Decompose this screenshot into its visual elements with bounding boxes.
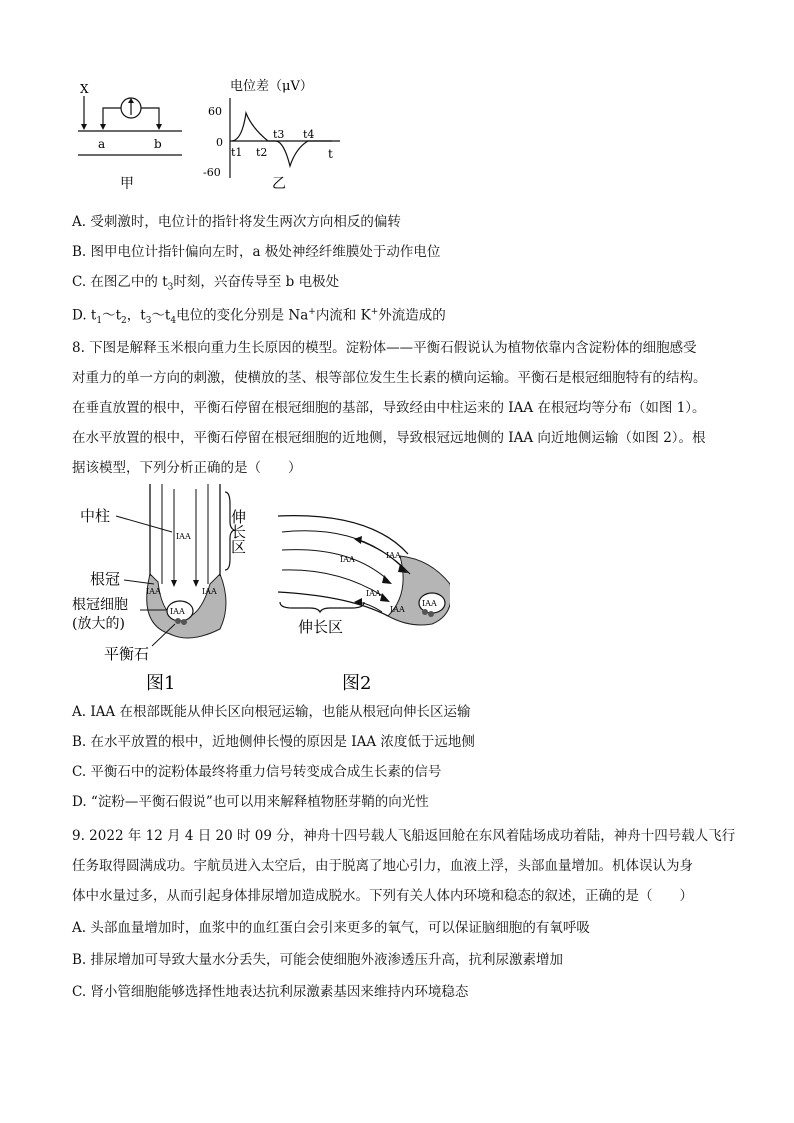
t-axis-label: t bbox=[328, 147, 333, 161]
stimulus-x-label: X bbox=[80, 82, 89, 96]
q9-option-c: C. 肾小管细胞能够选择性地表达抗利尿激素基因来维持内环境稳态 bbox=[72, 984, 469, 1000]
q8-option-b: B. 在水平放置的根中，近地侧伸长慢的原因是 IAA 浓度低于远地侧 bbox=[72, 734, 475, 750]
t2-label: t2 bbox=[256, 146, 268, 159]
fig1-iaa-right: IAA bbox=[202, 587, 217, 596]
statolith-2 bbox=[181, 619, 187, 625]
q7-option-c-pre: C. 在图乙中的 t bbox=[72, 274, 168, 290]
q7-option-b: B. 图甲电位计指针偏向左时，a 极处神经纤维膜处于动作电位 bbox=[72, 244, 441, 260]
q9-stem-line3: 体中水量过多，从而引起身体排尿增加造成脱水。下列有关人体内环境和稳态的叙述，正确的是（ ） bbox=[72, 888, 693, 904]
q7-option-a: A. 受刺激时，电位计的指针将发生两次方向相反的偏转 bbox=[72, 214, 401, 230]
fig2-elongation-brace bbox=[280, 602, 364, 612]
fig2-iaa-1: IAA bbox=[340, 555, 355, 564]
figure-yi-caption: 乙 bbox=[272, 176, 286, 192]
zhongzhu-leader bbox=[116, 516, 172, 532]
fig2-statolith bbox=[422, 609, 428, 615]
figure-jia-caption: 甲 bbox=[120, 176, 134, 192]
q7-d-part7: 外流造成的 bbox=[378, 307, 446, 324]
iaa-down-arrowhead-2 bbox=[193, 580, 199, 587]
electrode-a-wire bbox=[103, 108, 121, 126]
fig1-iaa-cell: IAA bbox=[170, 607, 185, 616]
fig1-label-shenchangqu: 伸长区 bbox=[229, 509, 247, 554]
q7-d-part6: 内流和 K bbox=[315, 307, 371, 324]
fig1-label-cell2: (放大的) bbox=[72, 616, 125, 632]
statolith bbox=[175, 618, 181, 624]
fig2-iaa-cell: IAA bbox=[422, 599, 437, 608]
electrode-b-wire bbox=[141, 108, 159, 126]
y-tick-0: 0 bbox=[216, 136, 223, 149]
fig2-label-shenchangqu: 伸长区 bbox=[298, 618, 344, 636]
q9-option-b: B. 排尿增加可导致大量水分丢失，可能会使细胞外液渗透压升高，抗利尿激素增加 bbox=[72, 952, 564, 968]
q8-option-a: A. IAA 在根部既能从伸长区向根冠运输，也能从根冠向伸长区运输 bbox=[72, 704, 471, 720]
q7-option-c-sub: 3 bbox=[167, 282, 174, 293]
t3-label: t3 bbox=[273, 128, 285, 141]
q8-option-c: C. 平衡石中的淀粉体最终将重力信号转变成合成生长素的信号 bbox=[72, 764, 442, 780]
q7-d-part2: ～t bbox=[102, 307, 122, 324]
figure-jia bbox=[78, 82, 182, 192]
q7-d-sub2: 2 bbox=[121, 316, 127, 327]
q7-d-part4: ～t bbox=[151, 307, 171, 324]
fig1-label-zhongzhu: 中柱 bbox=[80, 507, 111, 525]
fig1-label-genguan: 根冠 bbox=[90, 570, 121, 588]
q8-stem-line2: 对重力的单一方向的刺激，使横放的茎、根等部位发生生长素的横向运输。平衡石是根冠细胞特有的结构。 bbox=[72, 370, 707, 386]
figure-root-gravity bbox=[70, 484, 450, 696]
q7-d-sub4: 4 bbox=[170, 316, 177, 327]
fig1-iaa-left: IAA bbox=[146, 587, 161, 596]
q7-d-sub3: 3 bbox=[145, 316, 152, 327]
figure-jia-yi bbox=[70, 68, 370, 198]
fig2-iaa-4: IAA bbox=[390, 605, 405, 614]
fig2-iaa-2: IAA bbox=[386, 551, 401, 560]
q8-stem-line1: 8. 下图是解释玉米根向重力生长原因的模型。淀粉体——平衡石假说认为植物依靠内含淀粉体的细胞感受 bbox=[72, 340, 697, 356]
q7-d-part1: D. t bbox=[72, 307, 97, 324]
q7-d-sub1: 1 bbox=[96, 316, 103, 327]
y-tick-60: 60 bbox=[208, 105, 222, 118]
q9-option-a: A. 头部血量增加时，血浆中的血红蛋白会引来更多的氧气，可以保证脑细胞的有氧呼吸 bbox=[72, 920, 590, 936]
y-tick-minus60: -60 bbox=[203, 166, 221, 179]
q7-d-sup1: + bbox=[308, 307, 316, 317]
q7-d-part3: ，t bbox=[126, 307, 146, 324]
q9-stem-line2: 任务取得圆满成功。宇航员进入太空后，由于脱离了地心引力，血液上浮，头部血量增加。机体误认为身 bbox=[72, 858, 693, 874]
t4-label: t4 bbox=[303, 128, 315, 141]
electrode-a-label: a bbox=[98, 137, 106, 151]
q7-option-c-post: 时刻，兴奋传导至 b 电极处 bbox=[173, 274, 340, 290]
q7-option-c bbox=[72, 272, 339, 298]
fig2-arrowhead-back bbox=[354, 536, 362, 544]
fig2-arrowhead-3 bbox=[380, 593, 390, 602]
q7-d-sup2: + bbox=[370, 307, 379, 317]
q8-stem-line5: 据该模型，下列分析正确的是（ ） bbox=[72, 460, 302, 476]
q8-option-d: D. “淀粉—平衡石假说”也可以用来解释植物胚芽鞘的向光性 bbox=[72, 794, 429, 810]
q7-d-part5: 电位的变化分别是 Na bbox=[176, 307, 309, 324]
iaa-down-arrowhead-1 bbox=[171, 580, 177, 587]
electrode-a-head bbox=[100, 124, 106, 130]
fig2-iaa-3: IAA bbox=[366, 589, 381, 598]
q8-stem-line3: 在垂直放置的根中，平衡石停留在根冠细胞的基部，导致经由中柱运来的 IAA 在根冠均等分布（如图 1）。 bbox=[72, 400, 706, 416]
t1-label: t1 bbox=[231, 146, 243, 159]
figure-2-horizontal-root bbox=[278, 516, 450, 694]
fig2-caption: 图2 bbox=[342, 673, 372, 694]
q7-option-d bbox=[72, 302, 446, 331]
fig2-statolith-2 bbox=[428, 611, 434, 617]
fig1-label-pinghengshi: 平衡石 bbox=[104, 645, 150, 663]
figure-1-vertical-root bbox=[72, 484, 247, 694]
electrode-b-head bbox=[156, 124, 162, 130]
fig1-label-cell: 根冠细胞 bbox=[72, 597, 128, 613]
q9-stem-line1: 9. 2022 年 12 月 4 日 20 时 09 分，神舟十四号载人飞船返回舱在东风着陆场成功着陆，神舟十四号载人飞行 bbox=[72, 828, 736, 844]
figure-yi bbox=[203, 78, 340, 192]
fig1-caption: 图1 bbox=[146, 673, 176, 694]
q8-stem-line4: 在水平放置的根中，平衡石停留在根冠细胞的近地侧，导致根冠远地侧的 IAA 向近地侧运输（如图 2）。根 bbox=[72, 430, 706, 446]
fig1-iaa-stele: IAA bbox=[176, 532, 191, 541]
electrode-b-label: b bbox=[154, 137, 162, 151]
stimulus-arrow-head bbox=[81, 124, 87, 130]
y-axis-title: 电位差（μV） bbox=[230, 79, 313, 94]
horizontal-root-cap bbox=[388, 556, 450, 625]
